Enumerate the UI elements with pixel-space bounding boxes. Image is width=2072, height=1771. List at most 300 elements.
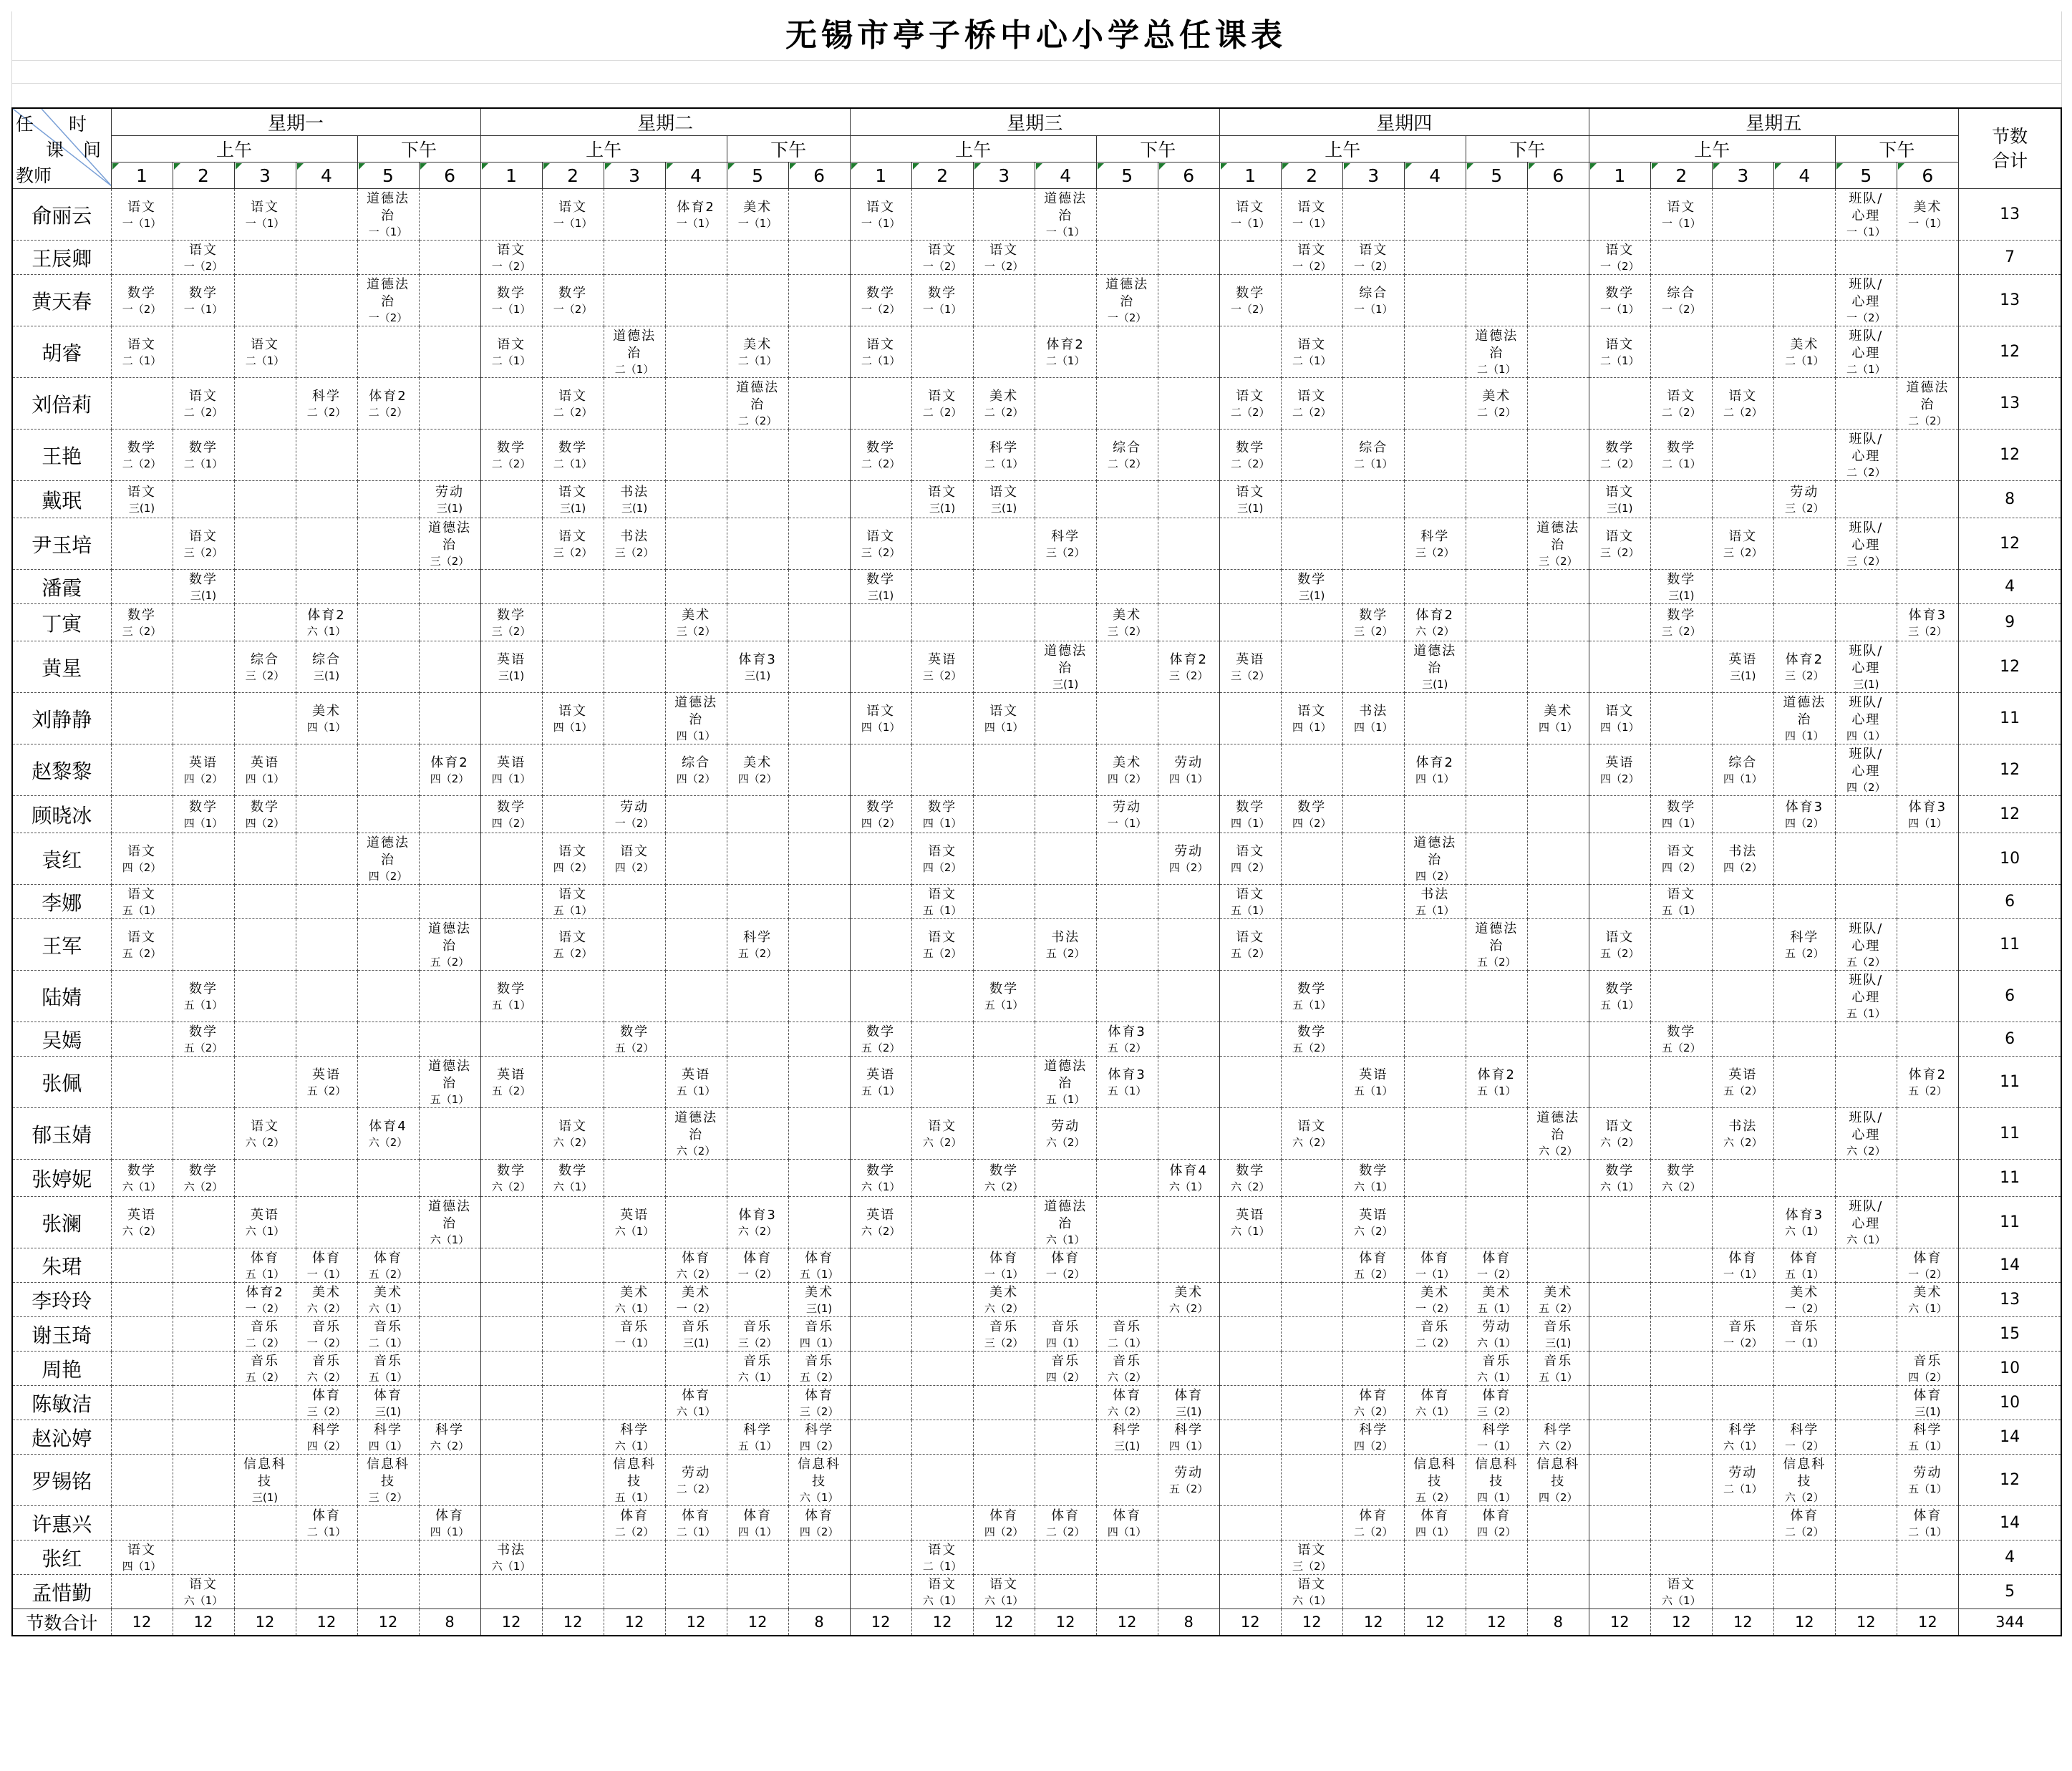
schedule-cell[interactable] bbox=[1712, 1575, 1773, 1609]
schedule-cell[interactable] bbox=[1897, 796, 1958, 833]
schedule-cell[interactable] bbox=[480, 275, 542, 326]
schedule-cell[interactable] bbox=[665, 1248, 727, 1283]
schedule-cell[interactable] bbox=[111, 1420, 173, 1455]
schedule-cell[interactable] bbox=[1404, 833, 1466, 885]
schedule-cell[interactable] bbox=[1404, 570, 1466, 604]
schedule-cell[interactable] bbox=[1035, 919, 1096, 971]
schedule-cell[interactable] bbox=[1342, 1317, 1404, 1352]
schedule-cell[interactable] bbox=[111, 378, 173, 430]
schedule-cell[interactable] bbox=[1404, 885, 1466, 919]
schedule-cell[interactable] bbox=[665, 971, 727, 1022]
schedule-cell[interactable] bbox=[173, 1057, 234, 1108]
schedule-cell[interactable] bbox=[727, 1540, 788, 1575]
schedule-cell[interactable] bbox=[1096, 189, 1158, 241]
schedule-cell[interactable] bbox=[1835, 1283, 1897, 1317]
schedule-cell[interactable] bbox=[1342, 693, 1404, 744]
schedule-cell[interactable] bbox=[1342, 1160, 1404, 1197]
schedule-cell[interactable] bbox=[111, 326, 173, 378]
schedule-cell[interactable] bbox=[419, 378, 480, 430]
schedule-cell[interactable] bbox=[480, 1455, 542, 1506]
schedule-cell[interactable] bbox=[1712, 241, 1773, 275]
schedule-cell[interactable] bbox=[1158, 641, 1219, 693]
schedule-cell[interactable] bbox=[1342, 1352, 1404, 1386]
schedule-cell[interactable] bbox=[1096, 1575, 1158, 1609]
schedule-cell[interactable] bbox=[173, 1386, 234, 1420]
schedule-cell[interactable] bbox=[1835, 1057, 1897, 1108]
schedule-cell[interactable] bbox=[1650, 241, 1712, 275]
schedule-cell[interactable] bbox=[1281, 1540, 1342, 1575]
schedule-cell[interactable] bbox=[788, 1506, 850, 1540]
schedule-cell[interactable] bbox=[1096, 326, 1158, 378]
schedule-cell[interactable] bbox=[1650, 1248, 1712, 1283]
schedule-cell[interactable] bbox=[1035, 1575, 1096, 1609]
schedule-cell[interactable] bbox=[542, 693, 604, 744]
schedule-cell[interactable] bbox=[111, 518, 173, 570]
schedule-cell[interactable] bbox=[173, 919, 234, 971]
schedule-cell[interactable] bbox=[357, 1575, 419, 1609]
schedule-cell[interactable] bbox=[419, 641, 480, 693]
schedule-cell[interactable] bbox=[1650, 518, 1712, 570]
schedule-cell[interactable] bbox=[665, 885, 727, 919]
schedule-cell[interactable] bbox=[727, 518, 788, 570]
schedule-cell[interactable] bbox=[788, 241, 850, 275]
schedule-cell[interactable] bbox=[1219, 1386, 1281, 1420]
schedule-cell[interactable] bbox=[1096, 430, 1158, 481]
schedule-cell[interactable] bbox=[111, 919, 173, 971]
schedule-cell[interactable] bbox=[1835, 326, 1897, 378]
schedule-cell[interactable] bbox=[850, 241, 911, 275]
schedule-cell[interactable] bbox=[480, 1420, 542, 1455]
schedule-cell[interactable] bbox=[173, 693, 234, 744]
schedule-cell[interactable] bbox=[419, 1386, 480, 1420]
schedule-cell[interactable] bbox=[1342, 189, 1404, 241]
schedule-cell[interactable] bbox=[1158, 1108, 1219, 1160]
schedule-cell[interactable] bbox=[234, 481, 296, 518]
schedule-cell[interactable] bbox=[850, 275, 911, 326]
schedule-cell[interactable] bbox=[1650, 1352, 1712, 1386]
schedule-cell[interactable] bbox=[173, 326, 234, 378]
schedule-cell[interactable] bbox=[727, 481, 788, 518]
schedule-cell[interactable] bbox=[973, 1540, 1035, 1575]
schedule-cell[interactable] bbox=[727, 326, 788, 378]
schedule-cell[interactable] bbox=[604, 1160, 665, 1197]
schedule-cell[interactable] bbox=[1158, 1506, 1219, 1540]
schedule-cell[interactable] bbox=[542, 1540, 604, 1575]
schedule-cell[interactable] bbox=[480, 919, 542, 971]
schedule-cell[interactable] bbox=[173, 1420, 234, 1455]
schedule-cell[interactable] bbox=[1589, 919, 1650, 971]
schedule-cell[interactable] bbox=[665, 1386, 727, 1420]
schedule-cell[interactable] bbox=[1466, 241, 1527, 275]
schedule-cell[interactable] bbox=[542, 885, 604, 919]
schedule-cell[interactable] bbox=[234, 1283, 296, 1317]
schedule-cell[interactable] bbox=[604, 1455, 665, 1506]
schedule-cell[interactable] bbox=[419, 693, 480, 744]
schedule-cell[interactable] bbox=[1466, 1317, 1527, 1352]
schedule-cell[interactable] bbox=[1650, 430, 1712, 481]
schedule-cell[interactable] bbox=[911, 885, 973, 919]
schedule-cell[interactable] bbox=[850, 744, 911, 796]
schedule-cell[interactable] bbox=[1589, 641, 1650, 693]
schedule-cell[interactable] bbox=[542, 1575, 604, 1609]
schedule-cell[interactable] bbox=[788, 481, 850, 518]
schedule-cell[interactable] bbox=[911, 518, 973, 570]
schedule-cell[interactable] bbox=[1342, 1575, 1404, 1609]
schedule-cell[interactable] bbox=[1096, 1197, 1158, 1248]
schedule-cell[interactable] bbox=[1096, 1386, 1158, 1420]
schedule-cell[interactable] bbox=[234, 1386, 296, 1420]
schedule-cell[interactable] bbox=[1527, 275, 1589, 326]
schedule-cell[interactable] bbox=[1773, 885, 1835, 919]
schedule-cell[interactable] bbox=[1219, 481, 1281, 518]
schedule-cell[interactable] bbox=[1035, 604, 1096, 641]
schedule-cell[interactable] bbox=[1650, 275, 1712, 326]
schedule-cell[interactable] bbox=[1342, 796, 1404, 833]
schedule-cell[interactable] bbox=[1773, 1386, 1835, 1420]
schedule-cell[interactable] bbox=[911, 693, 973, 744]
schedule-cell[interactable] bbox=[1342, 1197, 1404, 1248]
schedule-cell[interactable] bbox=[1773, 1317, 1835, 1352]
schedule-cell[interactable] bbox=[1589, 570, 1650, 604]
schedule-cell[interactable] bbox=[1466, 378, 1527, 430]
schedule-cell[interactable] bbox=[1219, 1540, 1281, 1575]
schedule-cell[interactable] bbox=[1219, 430, 1281, 481]
schedule-cell[interactable] bbox=[1281, 833, 1342, 885]
schedule-cell[interactable] bbox=[1897, 1352, 1958, 1386]
schedule-cell[interactable] bbox=[665, 641, 727, 693]
schedule-cell[interactable] bbox=[1404, 971, 1466, 1022]
schedule-cell[interactable] bbox=[542, 275, 604, 326]
schedule-cell[interactable] bbox=[1404, 1540, 1466, 1575]
schedule-cell[interactable] bbox=[727, 744, 788, 796]
schedule-cell[interactable] bbox=[850, 1197, 911, 1248]
schedule-cell[interactable] bbox=[665, 1108, 727, 1160]
schedule-cell[interactable] bbox=[1712, 885, 1773, 919]
schedule-cell[interactable] bbox=[1466, 1248, 1527, 1283]
schedule-cell[interactable] bbox=[1897, 241, 1958, 275]
schedule-cell[interactable] bbox=[480, 796, 542, 833]
schedule-cell[interactable] bbox=[296, 1420, 357, 1455]
schedule-cell[interactable] bbox=[973, 604, 1035, 641]
schedule-cell[interactable] bbox=[1527, 1160, 1589, 1197]
schedule-cell[interactable] bbox=[973, 1022, 1035, 1057]
schedule-cell[interactable] bbox=[1589, 1160, 1650, 1197]
schedule-cell[interactable] bbox=[788, 1455, 850, 1506]
schedule-cell[interactable] bbox=[480, 885, 542, 919]
schedule-cell[interactable] bbox=[788, 833, 850, 885]
schedule-cell[interactable] bbox=[1404, 275, 1466, 326]
schedule-cell[interactable] bbox=[1527, 1575, 1589, 1609]
schedule-cell[interactable] bbox=[296, 971, 357, 1022]
schedule-cell[interactable] bbox=[665, 693, 727, 744]
schedule-cell[interactable] bbox=[911, 430, 973, 481]
schedule-cell[interactable] bbox=[1835, 481, 1897, 518]
schedule-cell[interactable] bbox=[234, 885, 296, 919]
schedule-cell[interactable] bbox=[173, 430, 234, 481]
schedule-cell[interactable] bbox=[1219, 1575, 1281, 1609]
schedule-cell[interactable] bbox=[1219, 1022, 1281, 1057]
schedule-cell[interactable] bbox=[1035, 378, 1096, 430]
schedule-cell[interactable] bbox=[419, 275, 480, 326]
schedule-cell[interactable] bbox=[1897, 275, 1958, 326]
schedule-cell[interactable] bbox=[788, 641, 850, 693]
schedule-cell[interactable] bbox=[234, 1057, 296, 1108]
schedule-cell[interactable] bbox=[1527, 1248, 1589, 1283]
schedule-cell[interactable] bbox=[1589, 1022, 1650, 1057]
schedule-cell[interactable] bbox=[604, 744, 665, 796]
schedule-cell[interactable] bbox=[1219, 1197, 1281, 1248]
schedule-cell[interactable] bbox=[542, 604, 604, 641]
schedule-cell[interactable] bbox=[1650, 833, 1712, 885]
schedule-cell[interactable] bbox=[1589, 971, 1650, 1022]
schedule-cell[interactable] bbox=[1466, 641, 1527, 693]
schedule-cell[interactable] bbox=[1466, 1540, 1527, 1575]
schedule-cell[interactable] bbox=[296, 1057, 357, 1108]
schedule-cell[interactable] bbox=[1527, 744, 1589, 796]
schedule-cell[interactable] bbox=[357, 693, 419, 744]
schedule-cell[interactable] bbox=[1096, 570, 1158, 604]
schedule-cell[interactable] bbox=[665, 1197, 727, 1248]
schedule-cell[interactable] bbox=[1773, 241, 1835, 275]
schedule-cell[interactable] bbox=[1096, 1160, 1158, 1197]
schedule-cell[interactable] bbox=[850, 919, 911, 971]
schedule-cell[interactable] bbox=[111, 241, 173, 275]
schedule-cell[interactable] bbox=[1589, 1108, 1650, 1160]
schedule-cell[interactable] bbox=[1404, 1248, 1466, 1283]
schedule-cell[interactable] bbox=[234, 744, 296, 796]
schedule-cell[interactable] bbox=[111, 641, 173, 693]
schedule-cell[interactable] bbox=[911, 275, 973, 326]
schedule-cell[interactable] bbox=[788, 919, 850, 971]
schedule-cell[interactable] bbox=[1466, 275, 1527, 326]
schedule-cell[interactable] bbox=[1219, 1420, 1281, 1455]
schedule-cell[interactable] bbox=[234, 430, 296, 481]
schedule-cell[interactable] bbox=[111, 1575, 173, 1609]
schedule-cell[interactable] bbox=[1773, 570, 1835, 604]
schedule-cell[interactable] bbox=[1096, 518, 1158, 570]
schedule-cell[interactable] bbox=[1466, 919, 1527, 971]
schedule-cell[interactable] bbox=[1527, 1283, 1589, 1317]
schedule-cell[interactable] bbox=[296, 481, 357, 518]
schedule-cell[interactable] bbox=[1712, 570, 1773, 604]
schedule-cell[interactable] bbox=[911, 570, 973, 604]
schedule-cell[interactable] bbox=[173, 1283, 234, 1317]
schedule-cell[interactable] bbox=[973, 919, 1035, 971]
schedule-cell[interactable] bbox=[234, 919, 296, 971]
schedule-cell[interactable] bbox=[111, 481, 173, 518]
schedule-cell[interactable] bbox=[173, 481, 234, 518]
schedule-cell[interactable] bbox=[1589, 693, 1650, 744]
schedule-cell[interactable] bbox=[542, 1057, 604, 1108]
schedule-cell[interactable] bbox=[604, 1108, 665, 1160]
schedule-cell[interactable] bbox=[234, 1506, 296, 1540]
schedule-cell[interactable] bbox=[542, 1160, 604, 1197]
schedule-cell[interactable] bbox=[111, 1160, 173, 1197]
schedule-cell[interactable] bbox=[1527, 481, 1589, 518]
schedule-cell[interactable] bbox=[973, 1108, 1035, 1160]
schedule-cell[interactable] bbox=[1342, 641, 1404, 693]
schedule-cell[interactable] bbox=[1650, 481, 1712, 518]
schedule-cell[interactable] bbox=[480, 481, 542, 518]
schedule-cell[interactable] bbox=[1219, 326, 1281, 378]
schedule-cell[interactable] bbox=[1835, 1160, 1897, 1197]
schedule-cell[interactable] bbox=[234, 971, 296, 1022]
schedule-cell[interactable] bbox=[1342, 518, 1404, 570]
schedule-cell[interactable] bbox=[1035, 1420, 1096, 1455]
schedule-cell[interactable] bbox=[911, 1386, 973, 1420]
schedule-cell[interactable] bbox=[1404, 1352, 1466, 1386]
schedule-cell[interactable] bbox=[111, 1057, 173, 1108]
schedule-cell[interactable] bbox=[296, 1352, 357, 1386]
schedule-cell[interactable] bbox=[1158, 1283, 1219, 1317]
schedule-cell[interactable] bbox=[419, 570, 480, 604]
schedule-cell[interactable] bbox=[850, 1540, 911, 1575]
schedule-cell[interactable] bbox=[1096, 1108, 1158, 1160]
schedule-cell[interactable] bbox=[1773, 1057, 1835, 1108]
schedule-cell[interactable] bbox=[1650, 1506, 1712, 1540]
schedule-cell[interactable] bbox=[850, 971, 911, 1022]
schedule-cell[interactable] bbox=[1897, 1506, 1958, 1540]
schedule-cell[interactable] bbox=[1219, 885, 1281, 919]
schedule-cell[interactable] bbox=[1096, 275, 1158, 326]
schedule-cell[interactable] bbox=[1342, 326, 1404, 378]
schedule-cell[interactable] bbox=[1773, 1455, 1835, 1506]
schedule-cell[interactable] bbox=[173, 1352, 234, 1386]
schedule-cell[interactable] bbox=[111, 1108, 173, 1160]
schedule-cell[interactable] bbox=[480, 1540, 542, 1575]
schedule-cell[interactable] bbox=[1466, 971, 1527, 1022]
schedule-cell[interactable] bbox=[357, 378, 419, 430]
schedule-cell[interactable] bbox=[1342, 430, 1404, 481]
schedule-cell[interactable] bbox=[173, 1455, 234, 1506]
schedule-cell[interactable] bbox=[973, 1283, 1035, 1317]
schedule-cell[interactable] bbox=[1650, 1575, 1712, 1609]
schedule-cell[interactable] bbox=[1158, 604, 1219, 641]
schedule-cell[interactable] bbox=[357, 971, 419, 1022]
schedule-cell[interactable] bbox=[1281, 1197, 1342, 1248]
schedule-cell[interactable] bbox=[1404, 1022, 1466, 1057]
schedule-cell[interactable] bbox=[1835, 1386, 1897, 1420]
schedule-cell[interactable] bbox=[1897, 481, 1958, 518]
schedule-cell[interactable] bbox=[1466, 570, 1527, 604]
schedule-cell[interactable] bbox=[1466, 885, 1527, 919]
schedule-cell[interactable] bbox=[1773, 518, 1835, 570]
schedule-cell[interactable] bbox=[1527, 241, 1589, 275]
schedule-cell[interactable] bbox=[173, 241, 234, 275]
schedule-cell[interactable] bbox=[850, 833, 911, 885]
schedule-cell[interactable] bbox=[296, 693, 357, 744]
schedule-cell[interactable] bbox=[604, 481, 665, 518]
schedule-cell[interactable] bbox=[727, 1352, 788, 1386]
schedule-cell[interactable] bbox=[1527, 1506, 1589, 1540]
schedule-cell[interactable] bbox=[1650, 693, 1712, 744]
schedule-cell[interactable] bbox=[1712, 518, 1773, 570]
schedule-cell[interactable] bbox=[1835, 275, 1897, 326]
schedule-cell[interactable] bbox=[1466, 1283, 1527, 1317]
schedule-cell[interactable] bbox=[788, 604, 850, 641]
schedule-cell[interactable] bbox=[1897, 971, 1958, 1022]
schedule-cell[interactable] bbox=[480, 1108, 542, 1160]
schedule-cell[interactable] bbox=[111, 796, 173, 833]
schedule-cell[interactable] bbox=[480, 189, 542, 241]
schedule-cell[interactable] bbox=[727, 1197, 788, 1248]
schedule-cell[interactable] bbox=[1096, 833, 1158, 885]
schedule-cell[interactable] bbox=[973, 326, 1035, 378]
schedule-cell[interactable] bbox=[357, 1420, 419, 1455]
schedule-cell[interactable] bbox=[1527, 1386, 1589, 1420]
schedule-cell[interactable] bbox=[727, 1160, 788, 1197]
schedule-cell[interactable] bbox=[111, 971, 173, 1022]
schedule-cell[interactable] bbox=[850, 518, 911, 570]
schedule-cell[interactable] bbox=[1342, 971, 1404, 1022]
schedule-cell[interactable] bbox=[604, 885, 665, 919]
schedule-cell[interactable] bbox=[234, 1197, 296, 1248]
schedule-cell[interactable] bbox=[788, 1022, 850, 1057]
schedule-cell[interactable] bbox=[173, 1022, 234, 1057]
schedule-cell[interactable] bbox=[1158, 430, 1219, 481]
schedule-cell[interactable] bbox=[665, 1352, 727, 1386]
schedule-cell[interactable] bbox=[542, 919, 604, 971]
schedule-cell[interactable] bbox=[1281, 1317, 1342, 1352]
schedule-cell[interactable] bbox=[173, 604, 234, 641]
schedule-cell[interactable] bbox=[1650, 570, 1712, 604]
schedule-cell[interactable] bbox=[1897, 641, 1958, 693]
schedule-cell[interactable] bbox=[542, 326, 604, 378]
schedule-cell[interactable] bbox=[850, 378, 911, 430]
schedule-cell[interactable] bbox=[973, 1575, 1035, 1609]
schedule-cell[interactable] bbox=[296, 1108, 357, 1160]
schedule-cell[interactable] bbox=[111, 1386, 173, 1420]
schedule-cell[interactable] bbox=[234, 1248, 296, 1283]
schedule-cell[interactable] bbox=[1650, 1455, 1712, 1506]
schedule-cell[interactable] bbox=[1897, 919, 1958, 971]
schedule-cell[interactable] bbox=[1404, 641, 1466, 693]
schedule-cell[interactable] bbox=[1404, 693, 1466, 744]
schedule-cell[interactable] bbox=[1342, 481, 1404, 518]
schedule-cell[interactable] bbox=[1650, 885, 1712, 919]
schedule-cell[interactable] bbox=[1773, 971, 1835, 1022]
schedule-cell[interactable] bbox=[788, 1283, 850, 1317]
schedule-cell[interactable] bbox=[480, 641, 542, 693]
schedule-cell[interactable] bbox=[1096, 1506, 1158, 1540]
schedule-cell[interactable] bbox=[111, 1022, 173, 1057]
schedule-cell[interactable] bbox=[1712, 1506, 1773, 1540]
schedule-cell[interactable] bbox=[1527, 1455, 1589, 1506]
schedule-cell[interactable] bbox=[296, 430, 357, 481]
schedule-cell[interactable] bbox=[1281, 1283, 1342, 1317]
schedule-cell[interactable] bbox=[111, 693, 173, 744]
schedule-cell[interactable] bbox=[1897, 604, 1958, 641]
schedule-cell[interactable] bbox=[357, 1197, 419, 1248]
schedule-cell[interactable] bbox=[111, 275, 173, 326]
schedule-cell[interactable] bbox=[973, 1317, 1035, 1352]
schedule-cell[interactable] bbox=[357, 430, 419, 481]
schedule-cell[interactable] bbox=[1158, 885, 1219, 919]
schedule-cell[interactable] bbox=[173, 1108, 234, 1160]
schedule-cell[interactable] bbox=[480, 1386, 542, 1420]
schedule-cell[interactable] bbox=[1342, 570, 1404, 604]
schedule-cell[interactable] bbox=[111, 1197, 173, 1248]
schedule-cell[interactable] bbox=[1466, 693, 1527, 744]
schedule-cell[interactable] bbox=[911, 241, 973, 275]
schedule-cell[interactable] bbox=[1835, 1022, 1897, 1057]
schedule-cell[interactable] bbox=[111, 1540, 173, 1575]
schedule-cell[interactable] bbox=[1158, 919, 1219, 971]
schedule-cell[interactable] bbox=[296, 241, 357, 275]
schedule-cell[interactable] bbox=[727, 885, 788, 919]
schedule-cell[interactable] bbox=[1712, 1248, 1773, 1283]
schedule-cell[interactable] bbox=[480, 570, 542, 604]
